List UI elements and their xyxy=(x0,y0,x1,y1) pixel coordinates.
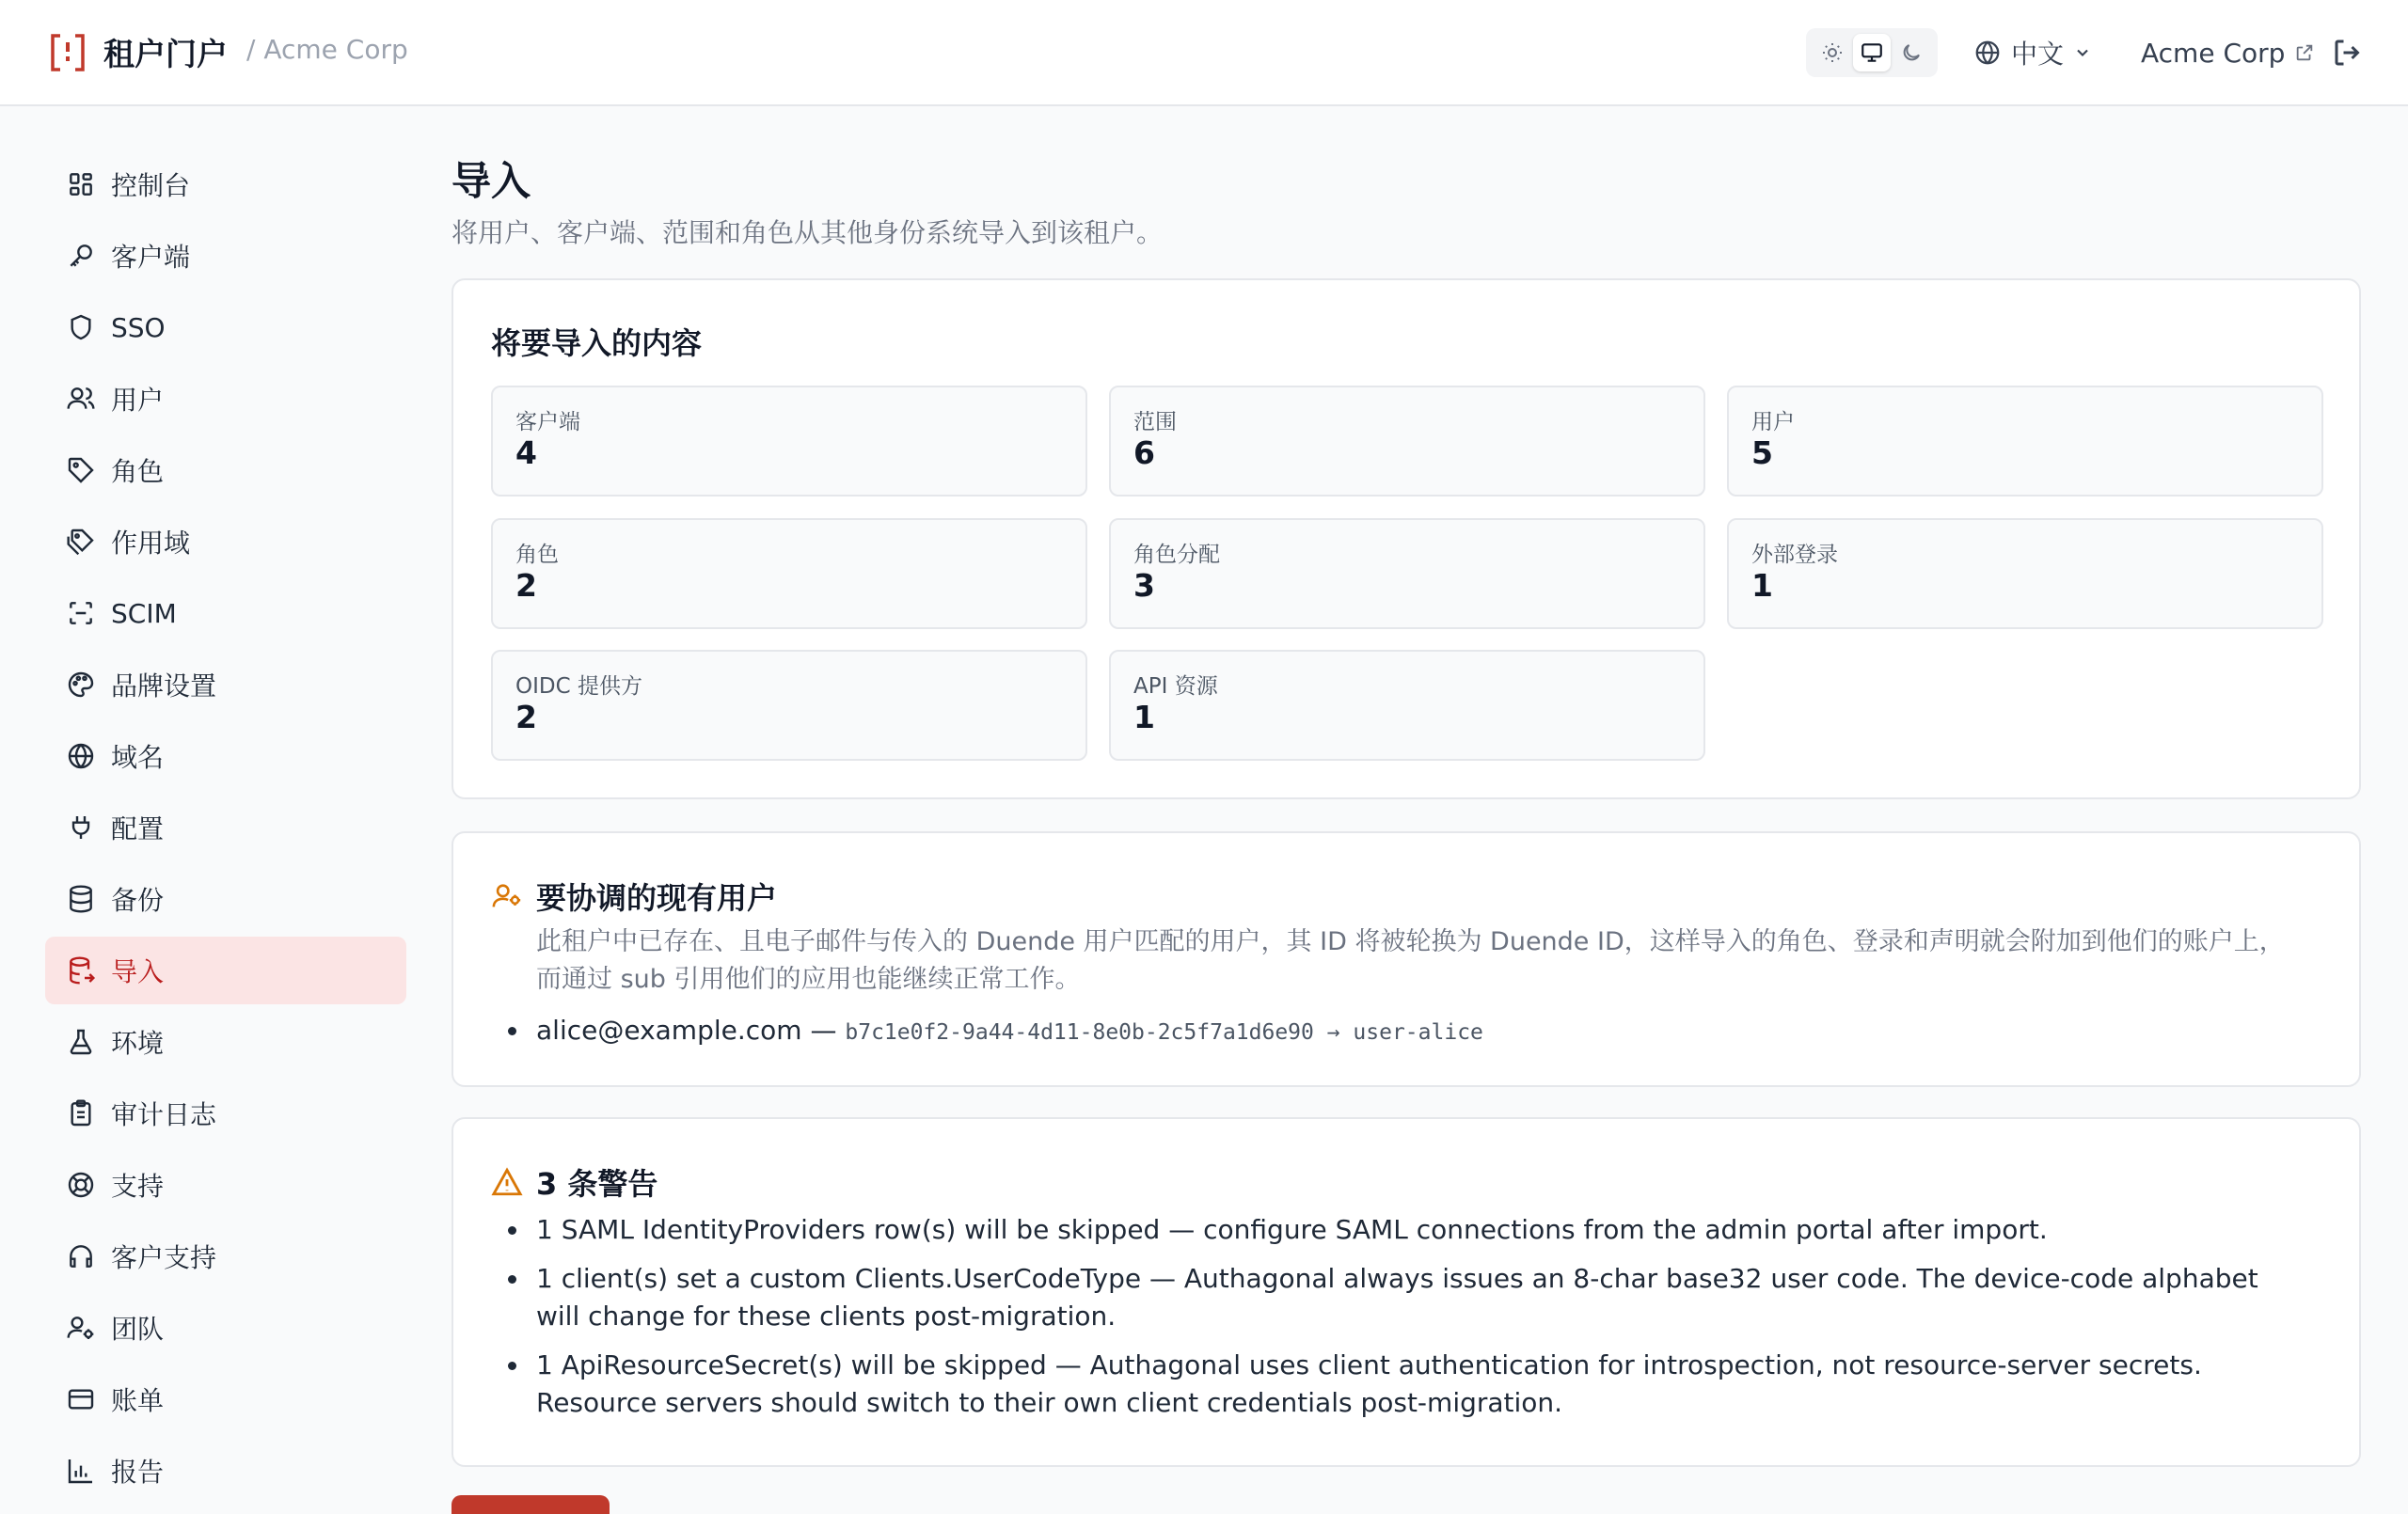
sidebar-item-label: 客户支持 xyxy=(111,1242,217,1273)
stat-value: 1 xyxy=(1751,567,1773,604)
sidebar-item-roles[interactable] xyxy=(45,436,406,504)
reconcile-users-card xyxy=(452,831,2361,1087)
list-item: 1 ApiResourceSecret(s) will be skipped — Authagonal uses client authentication for introspection, not resource-server secrets. Resource servers should switch to their own client credentials post-migration. xyxy=(536,1347,2305,1422)
sidebar-item-environments[interactable] xyxy=(45,1008,406,1076)
sidebar-item-label: 导入 xyxy=(111,956,165,987)
sidebar-item-label: 审计日志 xyxy=(111,1099,217,1130)
stat-users xyxy=(1727,386,2323,497)
lifebuoy-icon xyxy=(66,1170,96,1200)
light-theme-button[interactable] xyxy=(1814,34,1851,71)
sidebar-item-label: 客户端 xyxy=(111,242,191,273)
sidebar-item-scim[interactable] xyxy=(45,579,406,647)
bar-chart-icon xyxy=(66,1456,96,1486)
sidebar-item-label: 环境 xyxy=(111,1028,165,1059)
system-theme-button[interactable] xyxy=(1853,34,1891,71)
tags-icon xyxy=(66,527,96,557)
summary-title: 将要导入的内容 xyxy=(491,325,703,361)
sidebar-item-label: 团队 xyxy=(111,1314,165,1345)
stat-value: 6 xyxy=(1133,434,1155,471)
sidebar-item-label: 报告 xyxy=(111,1457,165,1488)
stat-label: 用户 xyxy=(1751,410,1795,434)
import-button[interactable] xyxy=(452,1495,610,1514)
logout-icon[interactable] xyxy=(2331,36,2365,70)
tenant-link-label: Acme Corp xyxy=(2141,37,2286,69)
sidebar-item-label: 品牌设置 xyxy=(111,670,217,702)
stat-label: 角色分配 xyxy=(1133,543,1220,567)
credit-card-icon xyxy=(66,1384,96,1414)
shield-icon xyxy=(66,312,96,342)
list-item: 1 SAML IdentityProviders row(s) will be skipped — configure SAML connections from the admin portal after import. xyxy=(536,1211,2305,1249)
tag-icon xyxy=(66,455,96,485)
import-summary-card xyxy=(452,278,2361,799)
warnings-card xyxy=(452,1117,2361,1467)
stat-value: 3 xyxy=(1133,567,1155,604)
dark-theme-button[interactable] xyxy=(1893,34,1930,71)
sidebar-item-label: 作用域 xyxy=(111,528,191,559)
sidebar-item-dashboard[interactable] xyxy=(45,150,406,218)
external-link-icon xyxy=(2294,42,2315,63)
sidebar-item-label: 支持 xyxy=(111,1171,165,1202)
sun-icon xyxy=(1821,41,1844,64)
sidebar-item-team[interactable] xyxy=(45,1294,406,1362)
sidebar-item-customer-support[interactable] xyxy=(45,1222,406,1290)
reconcile-header xyxy=(491,875,777,918)
sidebar-item-label: SCIM xyxy=(111,597,177,629)
user-gear-icon xyxy=(491,880,523,912)
id-mapping: b7c1e0f2-9a44-4d11-8e0b-2c5f7a1d6e90 → user-alice xyxy=(845,1020,1483,1045)
scan-icon xyxy=(66,598,96,628)
monitor-icon xyxy=(1860,40,1884,65)
clipboard-icon xyxy=(66,1098,96,1128)
warnings-title: 3 条警告 xyxy=(536,1166,658,1202)
tenant-link[interactable] xyxy=(2141,33,2315,72)
reconcile-user-list xyxy=(536,1012,1483,1063)
tenant-breadcrumb: / Acme Corp xyxy=(246,34,408,65)
stat-label: API 资源 xyxy=(1133,674,1218,699)
sidebar-item-config[interactable] xyxy=(45,794,406,861)
warning-icon xyxy=(491,1166,523,1198)
main-content xyxy=(452,150,2361,1418)
users-icon xyxy=(66,384,96,414)
top-bar xyxy=(0,0,2408,106)
plug-icon xyxy=(66,812,96,843)
logo-icon xyxy=(49,32,87,73)
sidebar-item-scopes[interactable] xyxy=(45,508,406,576)
stat-clients xyxy=(491,386,1087,497)
theme-switcher xyxy=(1806,28,1938,77)
list-item xyxy=(536,1012,1483,1051)
sidebar-item-branding[interactable] xyxy=(45,651,406,718)
stat-role-assignments xyxy=(1109,518,1705,629)
stat-roles xyxy=(491,518,1087,629)
sidebar-item-label: 角色 xyxy=(111,456,165,487)
sidebar-item-backup[interactable] xyxy=(45,865,406,933)
sidebar-item-label: 用户 xyxy=(111,385,165,416)
user-gear-icon xyxy=(66,1313,96,1343)
stat-value: 5 xyxy=(1751,434,1773,471)
sidebar-item-label: SSO xyxy=(111,311,166,343)
warnings-list xyxy=(536,1211,2305,1433)
sidebar-item-label: 备份 xyxy=(111,885,165,916)
stat-scopes xyxy=(1109,386,1705,497)
flask-icon xyxy=(66,1027,96,1057)
sidebar-item-clients[interactable] xyxy=(45,222,406,290)
page-subtitle: 将用户、客户端、范围和角色从其他身份系统导入到该租户。 xyxy=(452,217,1164,248)
moon-icon xyxy=(1900,41,1923,64)
palette-icon xyxy=(66,670,96,700)
stat-label: 角色 xyxy=(515,543,559,567)
sidebar-item-domains[interactable] xyxy=(45,722,406,790)
chevron-down-icon xyxy=(2073,43,2092,62)
globe-icon xyxy=(1973,39,2002,67)
stat-value: 2 xyxy=(515,567,537,604)
language-selector[interactable] xyxy=(1973,33,2092,72)
sidebar-item-users[interactable] xyxy=(45,365,406,433)
dashboard-icon xyxy=(66,169,96,199)
user-email: alice@example.com xyxy=(536,1015,802,1046)
sidebar-item-sso[interactable] xyxy=(45,293,406,361)
stat-value: 1 xyxy=(1133,699,1155,735)
stat-label: 外部登录 xyxy=(1751,543,1838,567)
headset-icon xyxy=(66,1241,96,1271)
database-icon xyxy=(66,884,96,914)
reconcile-description: 此租户中已存在、且电子邮件与传入的 Duende 用户匹配的用户，其 ID 将被轮换为 Duende ID，这样导入的角色、登录和声明就会附加到他们的账户上，而通过 sub 引用他们的应用也能继续正常工作。 xyxy=(536,927,2285,994)
sidebar-item-support[interactable] xyxy=(45,1151,406,1219)
page-title: 导入 xyxy=(452,158,531,204)
app-title: 租户门户 xyxy=(103,36,228,72)
language-label: 中文 xyxy=(2011,39,2065,70)
reconcile-title: 要协调的现有用户 xyxy=(536,880,778,916)
sidebar-item-reports[interactable] xyxy=(45,1437,406,1505)
stat-api-resources xyxy=(1109,650,1705,761)
stat-value: 2 xyxy=(515,699,537,735)
stat-oidc-providers xyxy=(491,650,1087,761)
sidebar-item-label: 域名 xyxy=(111,742,165,773)
stat-label: OIDC 提供方 xyxy=(515,674,642,699)
sidebar-item-label: 配置 xyxy=(111,813,165,844)
sidebar-item-label: 控制台 xyxy=(111,170,191,201)
sidebar-item-audit-log[interactable] xyxy=(45,1080,406,1147)
list-item: 1 client(s) set a custom Clients.UserCodeType — Authagonal always issues an 8-char base32 user code. The device-code alphabet will change for these clients post-migration. xyxy=(536,1260,2305,1335)
stat-label: 范围 xyxy=(1133,410,1177,434)
sidebar-item-billing[interactable] xyxy=(45,1365,406,1433)
database-import-icon xyxy=(66,955,96,986)
stat-external-logins xyxy=(1727,518,2323,629)
key-icon xyxy=(66,241,96,271)
sidebar-item-label: 账单 xyxy=(111,1385,165,1416)
separator: — xyxy=(801,1015,846,1046)
sidebar xyxy=(45,150,406,1508)
sidebar-item-import[interactable] xyxy=(45,937,406,1004)
stat-label: 客户端 xyxy=(515,410,580,434)
stat-value: 4 xyxy=(515,434,537,471)
warnings-header xyxy=(491,1160,657,1204)
globe-icon xyxy=(66,741,96,771)
